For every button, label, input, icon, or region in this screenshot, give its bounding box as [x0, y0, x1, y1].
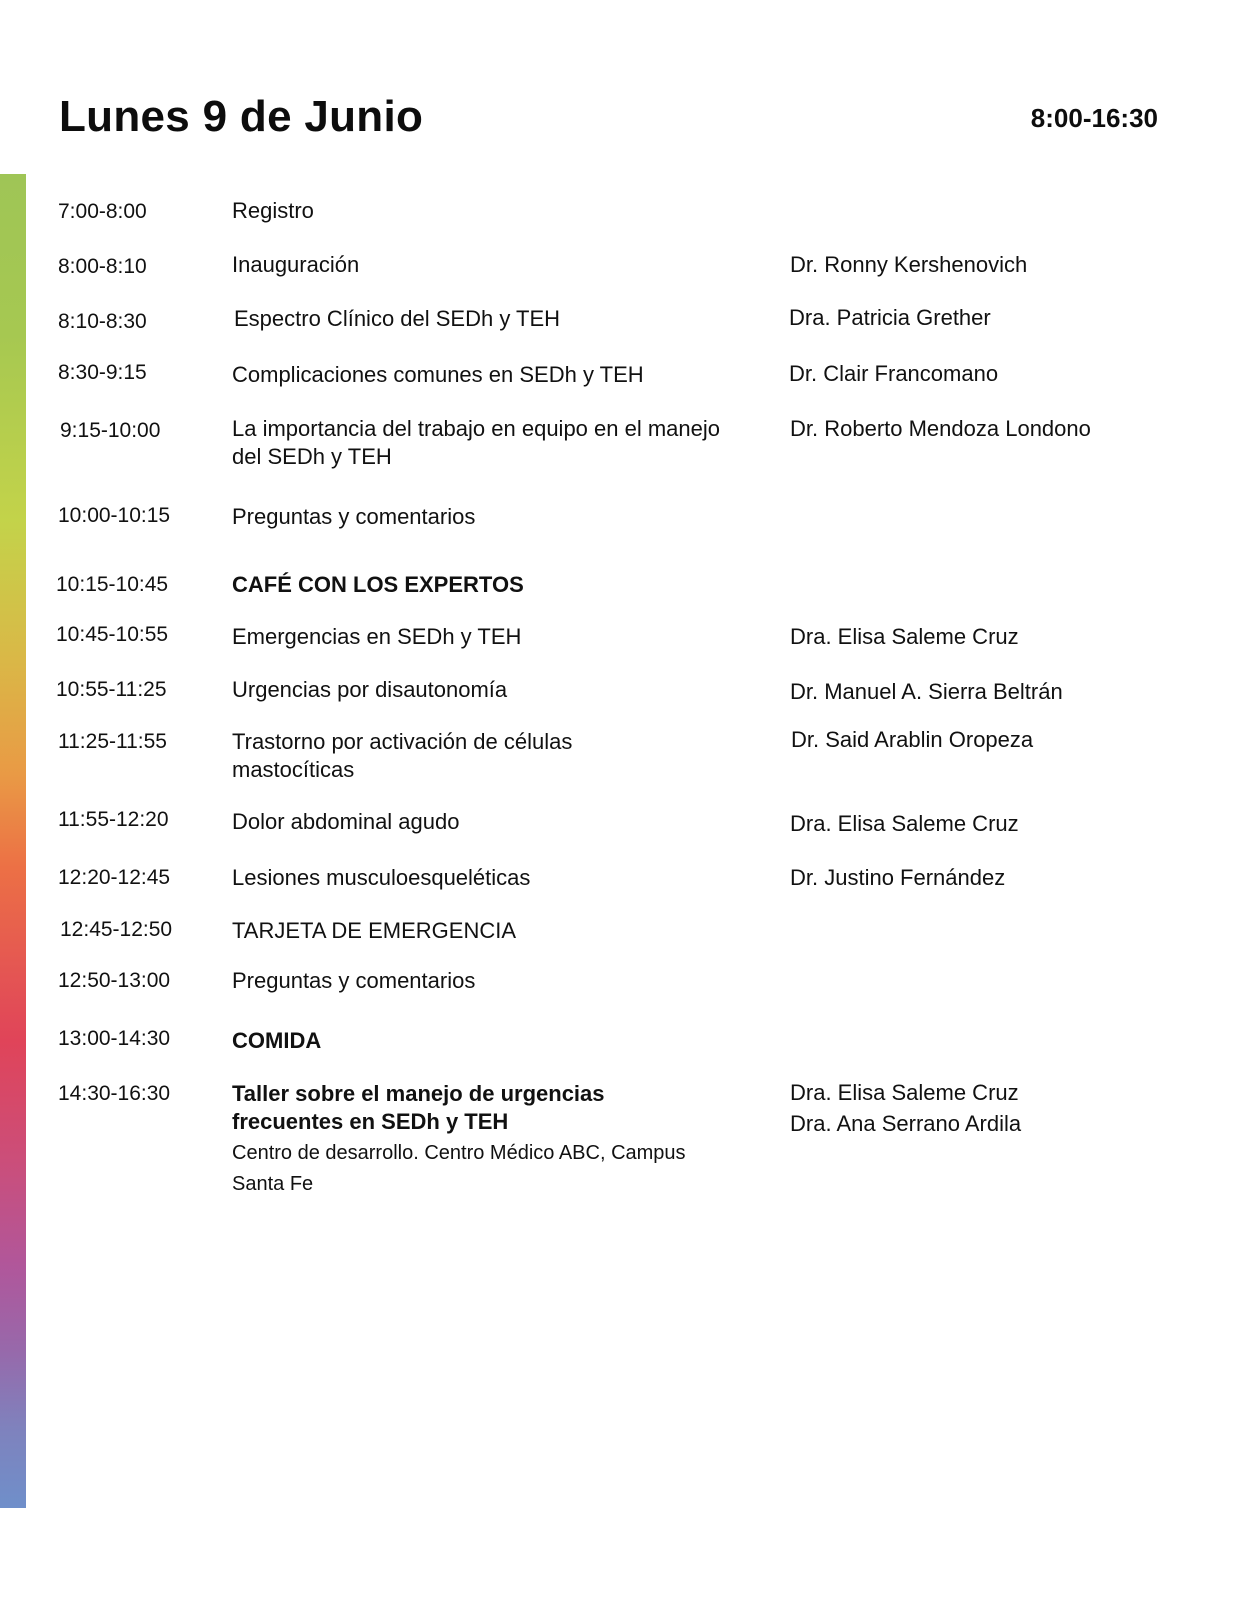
- session-time: 10:45-10:55: [56, 623, 169, 646]
- session-speaker: Dr. Said Arablin Oropeza: [791, 727, 1034, 752]
- session-time: 9:15-10:00: [60, 419, 161, 442]
- session-topic: Lesiones musculoesqueléticas: [232, 865, 531, 890]
- session-topic: Urgencias por disautonomía: [232, 677, 508, 702]
- session-speaker: Dra. Ana Serrano Ardila: [790, 1111, 1022, 1136]
- session-time: 8:10-8:30: [58, 310, 147, 333]
- session-time: 8:30-9:15: [58, 361, 147, 384]
- page-title: Lunes 9 de Junio: [59, 92, 424, 141]
- gradient-color-bar: [0, 174, 26, 1508]
- session-topic: La importancia del trabajo en equipo en el manejo del SEDh y TEH: [232, 416, 720, 469]
- session-topic: Trastorno por activación de células mastocíticas: [232, 729, 573, 782]
- day-hours: 8:00-16:30: [1030, 103, 1158, 133]
- session-time: 7:00-8:00: [58, 200, 147, 223]
- session-topic: COMIDA: [232, 1028, 322, 1053]
- session-time: 13:00-14:30: [58, 1027, 171, 1050]
- session-time: 12:50-13:00: [58, 969, 171, 992]
- session-speaker: Dr. Justino Fernández: [790, 865, 1006, 890]
- session-time: 11:25-11:55: [58, 730, 167, 753]
- session-speaker: Dra. Elisa Saleme Cruz: [790, 1080, 1019, 1105]
- session-time: 10:15-10:45: [56, 573, 169, 596]
- session-speaker: Dr. Manuel A. Sierra Beltrán: [790, 679, 1063, 704]
- session-speaker: Dr. Clair Francomano: [789, 361, 999, 386]
- session-speaker: Dra. Elisa Saleme Cruz: [790, 624, 1019, 649]
- session-topic: Emergencias en SEDh y TEH: [232, 624, 522, 649]
- session-topic: CAFÉ CON LOS EXPERTOS: [232, 572, 524, 597]
- session-topic: Registro: [232, 198, 314, 223]
- session-topic: Inauguración: [232, 252, 360, 277]
- session-topic: Taller sobre el manejo de urgencias frecuentes en SEDh y TEH: [232, 1081, 605, 1134]
- session-topic: Dolor abdominal agudo: [232, 809, 460, 834]
- session-speaker: Dr. Roberto Mendoza Londono: [790, 416, 1091, 441]
- session-time: 14:30-16:30: [58, 1082, 171, 1105]
- session-speaker: Dr. Ronny Kershenovich: [790, 252, 1028, 277]
- session-time: 12:20-12:45: [58, 866, 171, 889]
- session-time: 10:00-10:15: [58, 504, 171, 527]
- session-speakers: [790, 1077, 1021, 1139]
- session-time: 10:55-11:25: [56, 678, 167, 701]
- session-location: Centro de desarrollo. Centro Médico ABC, Campus Santa Fe: [232, 1142, 686, 1195]
- session-speaker: Dra. Patricia Grether: [789, 305, 991, 330]
- session-topic: Preguntas y comentarios: [232, 968, 476, 993]
- session-topic-block: [232, 1080, 692, 1200]
- session-time: 11:55-12:20: [58, 808, 169, 831]
- session-time: 8:00-8:10: [58, 255, 147, 278]
- session-speaker: Dra. Elisa Saleme Cruz: [790, 811, 1019, 836]
- session-topic: TARJETA DE EMERGENCIA: [232, 918, 517, 943]
- session-topic: Espectro Clínico del SEDh y TEH: [234, 306, 561, 331]
- session-time: 12:45-12:50: [60, 918, 173, 941]
- session-topic: Complicaciones comunes en SEDh y TEH: [232, 362, 644, 387]
- session-topic: Preguntas y comentarios: [232, 504, 476, 529]
